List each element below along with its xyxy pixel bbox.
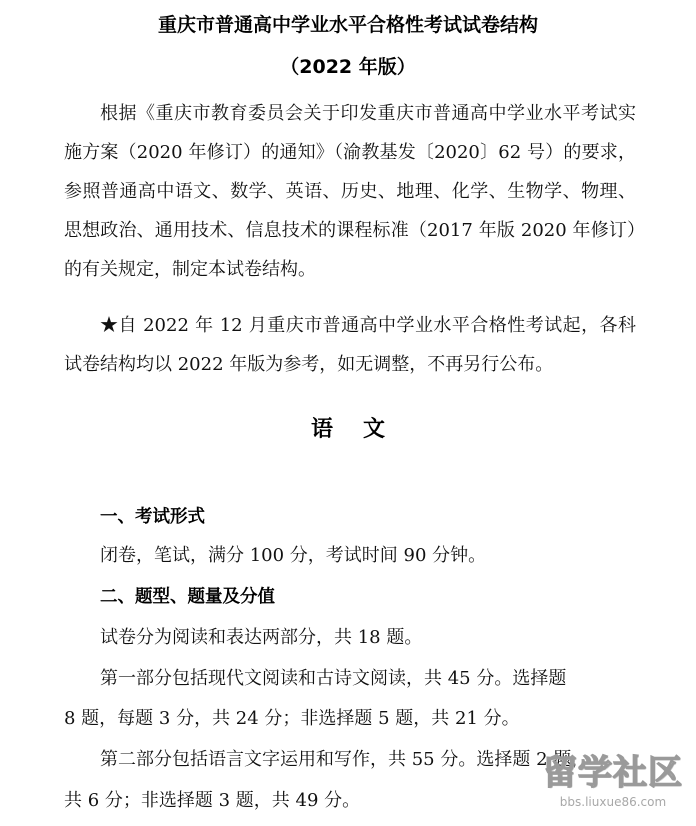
- subject-title: 语文: [310, 417, 415, 442]
- section-heading-question-types: 二、题型、题量及分值: [100, 587, 275, 607]
- question-count-text: 试卷分为阅读和表达两部分，共 18 题。: [100, 627, 423, 648]
- document-edition: （2022 年版）: [280, 56, 416, 78]
- document-title: 重庆市普通高中学业水平合格性考试试卷结构: [157, 14, 538, 36]
- exam-format-text: 闭卷，笔试，满分 100 分，考试时间 90 分钟。: [100, 545, 487, 566]
- part2-line2: 共 6 分；非选择题 3 题，共 49 分。: [64, 790, 361, 811]
- intro-paragraph: 根据《重庆市教育委员会关于印发重庆市普通高中学业水平考试实施方案（2020 年修订）的通知》（渝教基发〔2020〕62 号）的要求，参照普通高中语文、数学、英语、历史、地理、化学、生物学、物理、思想政治、通用技术、信息技术的课程标准（2017 年版 2020 年修订）的有关规定，制定本试卷结构。: [64, 103, 636, 280]
- watermark-url: bbs.liuxue86.com: [559, 795, 667, 809]
- watermark-logo-text: 留学社区: [543, 753, 683, 793]
- section-heading-exam-format: 一、考试形式: [100, 507, 205, 527]
- site-watermark: [538, 752, 688, 818]
- part1-line2: 8 题，每题 3 分，共 24 分；非选择题 5 题，共 21 分。: [64, 708, 520, 729]
- notice-paragraph: ★自 2022 年 12 月重庆市普通高中学业水平合格性考试起，各科试卷结构均以 2022 年版为参考，如无调整，不再另行公布。: [64, 315, 636, 375]
- part1-line1: 第一部分包括现代文阅读和古诗文阅读，共 45 分。选择题: [100, 668, 567, 689]
- part2-line1: 第二部分包括语言文字运用和写作，共 55 分。选择题 2 题，: [100, 749, 590, 770]
